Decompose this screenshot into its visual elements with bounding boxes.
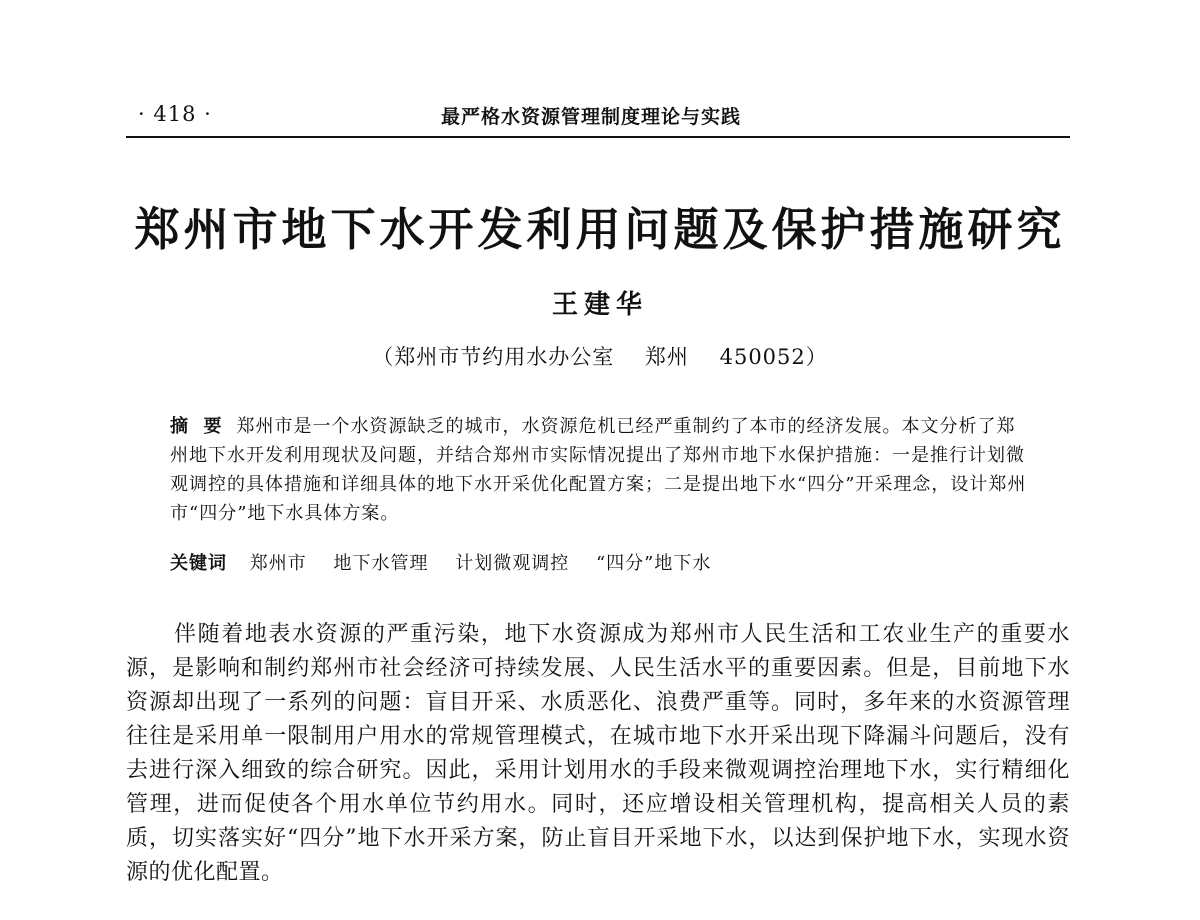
body-paragraph: 伴随着地表水资源的严重污染，地下水资源成为郑州市人民生活和工农业生产的重要水源，是影响和制约郑州市社会经济可持续发展、人民生活水平的重要因素。但是，目前地下水资源却出现了一系列的问题：盲目开采、水质恶化、浪费严重等。同时，多年来的水资源管理往往是采用单一限制用户用水的常规管理模式，在城市地下水开采出现下降漏斗问题后，没有去进行深入细致的综合研究。因此，采用计划用水的手段来微观调控治理地下水，实行精细化管理，进而促使各个用水单位节约用水。同时，还应增设相关管理机构，提高相关人员的素质，切实落实好“四分”地下水开采方案，防止盲目开采地下水，以达到保护地下水，实现水资源的优化配置。 [126, 622, 1070, 885]
header-rule [126, 136, 1070, 138]
keyword-item: 地下水管理 [333, 553, 429, 574]
page-header [126, 96, 1070, 136]
keyword-item: 郑州市 [249, 553, 307, 574]
page-number: · 418 · [138, 102, 212, 126]
keywords [170, 550, 1030, 578]
abstract-text: 郑州市是一个水资源缺乏的城市，水资源危机已经严重制约了本市的经济发展。本文分析了郑州地下水开发利用现状及问题，并结合郑州市实际情况提出了郑州市地下水保护措施：一是推行计划微观调控的具体措施和详细具体的地下水开采优化配置方案；二是提出地下水“四分”开采理念，设计郑州市“四分”地下水具体方案。 [170, 416, 1027, 524]
keyword-item: 计划微观调控 [455, 553, 570, 574]
author-name: 王建华 [551, 290, 648, 320]
abstract-label: 摘 要 [170, 416, 223, 437]
running-title: 最严格水资源管理制度理论与实践 [441, 106, 742, 128]
article-title: 郑州市地下水开发利用问题及保护措施研究 [134, 203, 1066, 256]
keyword-item: “四分”地下水 [595, 553, 712, 574]
author-affiliation: （郑州市节约用水办公室 郑州 450052） [372, 345, 828, 369]
keywords-label: 关键词 [170, 553, 227, 574]
abstract [170, 412, 1030, 528]
